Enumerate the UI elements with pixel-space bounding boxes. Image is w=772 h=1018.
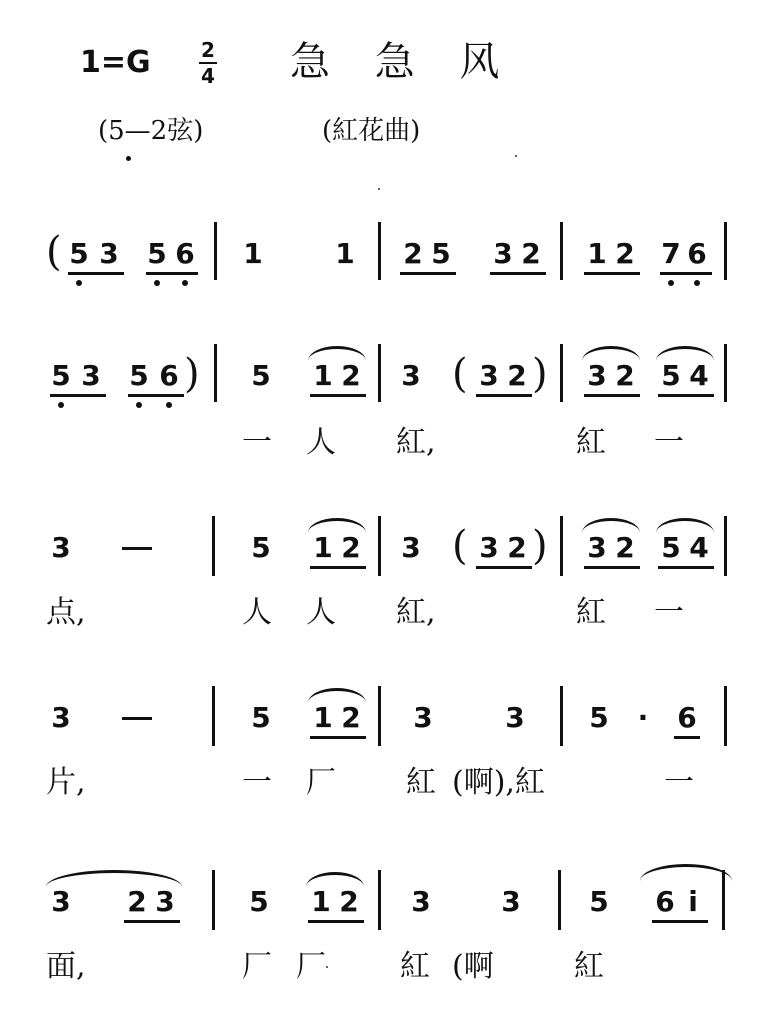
note: 1	[587, 237, 607, 270]
low-octave-dot	[58, 402, 64, 408]
underline-beam	[476, 394, 532, 397]
underline-beam	[476, 566, 532, 569]
bar-line	[724, 222, 727, 280]
note: 2	[127, 885, 147, 918]
underline-beam	[146, 272, 198, 275]
note: 6	[159, 359, 179, 392]
bar-line	[560, 516, 563, 576]
bar-line	[212, 686, 215, 746]
print-speck	[515, 155, 517, 157]
low-octave-dot	[76, 280, 82, 286]
note: 3	[51, 885, 71, 918]
underline-beam	[658, 566, 714, 569]
note: 2	[521, 237, 541, 270]
underline-beam	[674, 736, 700, 739]
underline-beam	[660, 272, 712, 275]
open-paren: (	[452, 351, 468, 397]
note: 5	[589, 701, 609, 734]
note: 4	[689, 531, 709, 564]
underline-beam	[308, 920, 364, 923]
lyric: 一	[654, 425, 684, 460]
instrument-tuning-note: (5—2弦)	[98, 116, 204, 146]
lyric: 人	[242, 595, 272, 630]
bar-line	[558, 870, 561, 930]
note: 1	[313, 359, 333, 392]
underline-beam	[68, 272, 124, 275]
note: 6	[687, 237, 707, 270]
note: 6	[175, 237, 195, 270]
close-paren: )	[532, 523, 548, 569]
note: 3	[401, 359, 421, 392]
note: 3	[587, 359, 607, 392]
underline-beam	[124, 920, 180, 923]
note: 3	[413, 701, 433, 734]
lyric: 厂	[296, 949, 326, 984]
underline-beam	[310, 736, 366, 739]
note: 2	[339, 885, 359, 918]
lyric: 点,	[46, 595, 86, 630]
underline-beam	[310, 394, 366, 397]
lyric: 紅	[576, 595, 606, 630]
lyric: 一	[654, 595, 684, 630]
key-signature: 1=G	[80, 45, 151, 80]
bar-line	[724, 516, 727, 576]
note: 5	[589, 885, 609, 918]
note: i	[688, 885, 698, 918]
lyric: 人	[306, 595, 336, 630]
lyric: 一	[242, 425, 272, 460]
note: 3	[479, 359, 499, 392]
lyric: (啊	[452, 949, 494, 984]
bar-line	[378, 344, 381, 402]
lyric: 片,	[46, 765, 86, 800]
bar-line	[378, 516, 381, 576]
song-title: 急 急 风	[290, 39, 502, 85]
bar-line	[212, 516, 215, 576]
note: 2	[615, 359, 635, 392]
underline-beam	[584, 272, 640, 275]
bar-line	[214, 222, 217, 280]
extension-dash	[122, 547, 152, 550]
bar-line	[378, 686, 381, 746]
note: 1	[313, 531, 333, 564]
note: 2	[341, 701, 361, 734]
note: 6	[655, 885, 675, 918]
note: 3	[401, 531, 421, 564]
note: 1	[313, 701, 333, 734]
underline-beam	[490, 272, 546, 275]
low-octave-dot	[166, 402, 172, 408]
close-paren: )	[532, 351, 548, 397]
note: 5	[51, 359, 71, 392]
underline-beam	[310, 566, 366, 569]
lyric: 紅	[576, 425, 606, 460]
bar-line	[560, 686, 563, 746]
note: 3	[99, 237, 119, 270]
lyric: 紅,	[396, 425, 436, 460]
note: 3	[51, 701, 71, 734]
underline-beam	[400, 272, 456, 275]
low-octave-dot	[694, 280, 700, 286]
note: 1	[243, 237, 263, 270]
lyric: 紅	[400, 949, 430, 984]
note: 5	[251, 701, 271, 734]
note: 7	[661, 237, 681, 270]
note: 3	[587, 531, 607, 564]
open-paren: (	[452, 523, 468, 569]
bar-line	[378, 870, 381, 930]
lyric: 厂	[306, 765, 336, 800]
note: 2	[341, 531, 361, 564]
underline-beam	[658, 394, 714, 397]
lyric: 一	[664, 765, 694, 800]
note: 3	[51, 531, 71, 564]
note: 5	[69, 237, 89, 270]
note: 3	[411, 885, 431, 918]
note: 5	[251, 531, 271, 564]
bar-line	[724, 686, 727, 746]
lyric: 人	[306, 425, 336, 460]
note: 5	[249, 885, 269, 918]
note: 4	[689, 359, 709, 392]
note: 1	[311, 885, 331, 918]
note: 1	[335, 237, 355, 270]
underline-beam	[128, 394, 184, 397]
augmentation-dot: ·	[637, 701, 649, 734]
low-octave-dot	[668, 280, 674, 286]
time-signature-top: 2	[201, 38, 215, 62]
note: 3	[155, 885, 175, 918]
note: 3	[505, 701, 525, 734]
underline-beam	[584, 566, 640, 569]
note: 2	[615, 237, 635, 270]
underline-beam	[652, 920, 708, 923]
note: 5	[431, 237, 451, 270]
source-note: (紅花曲)	[322, 116, 421, 146]
note: 2	[615, 531, 635, 564]
note: 3	[501, 885, 521, 918]
note: 2	[507, 531, 527, 564]
lyric: 紅	[574, 949, 604, 984]
extension-dash	[122, 717, 152, 720]
time-signature-bottom: 4	[201, 64, 215, 88]
low-octave-dot	[136, 402, 142, 408]
bar-line	[214, 344, 217, 402]
low-octave-dot	[154, 280, 160, 286]
bar-line	[560, 222, 563, 280]
bar-line	[212, 870, 215, 930]
low-octave-dot	[126, 156, 131, 161]
bar-line	[378, 222, 381, 280]
lyric: 紅,	[396, 595, 436, 630]
note: 5	[147, 237, 167, 270]
lyric: 紅	[406, 765, 436, 800]
bar-line	[722, 870, 725, 930]
note: 5	[661, 359, 681, 392]
close-paren: )	[184, 351, 200, 397]
note: 3	[479, 531, 499, 564]
lyric: 一	[242, 765, 272, 800]
underline-beam	[584, 394, 640, 397]
lyric: 厂	[242, 949, 272, 984]
low-octave-dot	[182, 280, 188, 286]
note: 2	[341, 359, 361, 392]
bar-line	[560, 344, 563, 402]
note: 2	[403, 237, 423, 270]
print-speck	[326, 966, 328, 968]
note: 2	[507, 359, 527, 392]
tie	[640, 864, 732, 881]
underline-beam	[50, 394, 106, 397]
bar-line	[724, 344, 727, 402]
note: 3	[81, 359, 101, 392]
open-paren: (	[46, 229, 62, 275]
note: 6	[677, 701, 697, 734]
note: 5	[129, 359, 149, 392]
print-speck	[378, 188, 380, 190]
note: 5	[661, 531, 681, 564]
lyric: (啊),紅	[452, 765, 545, 800]
note: 5	[251, 359, 271, 392]
note: 3	[493, 237, 513, 270]
lyric: 面,	[46, 949, 86, 984]
